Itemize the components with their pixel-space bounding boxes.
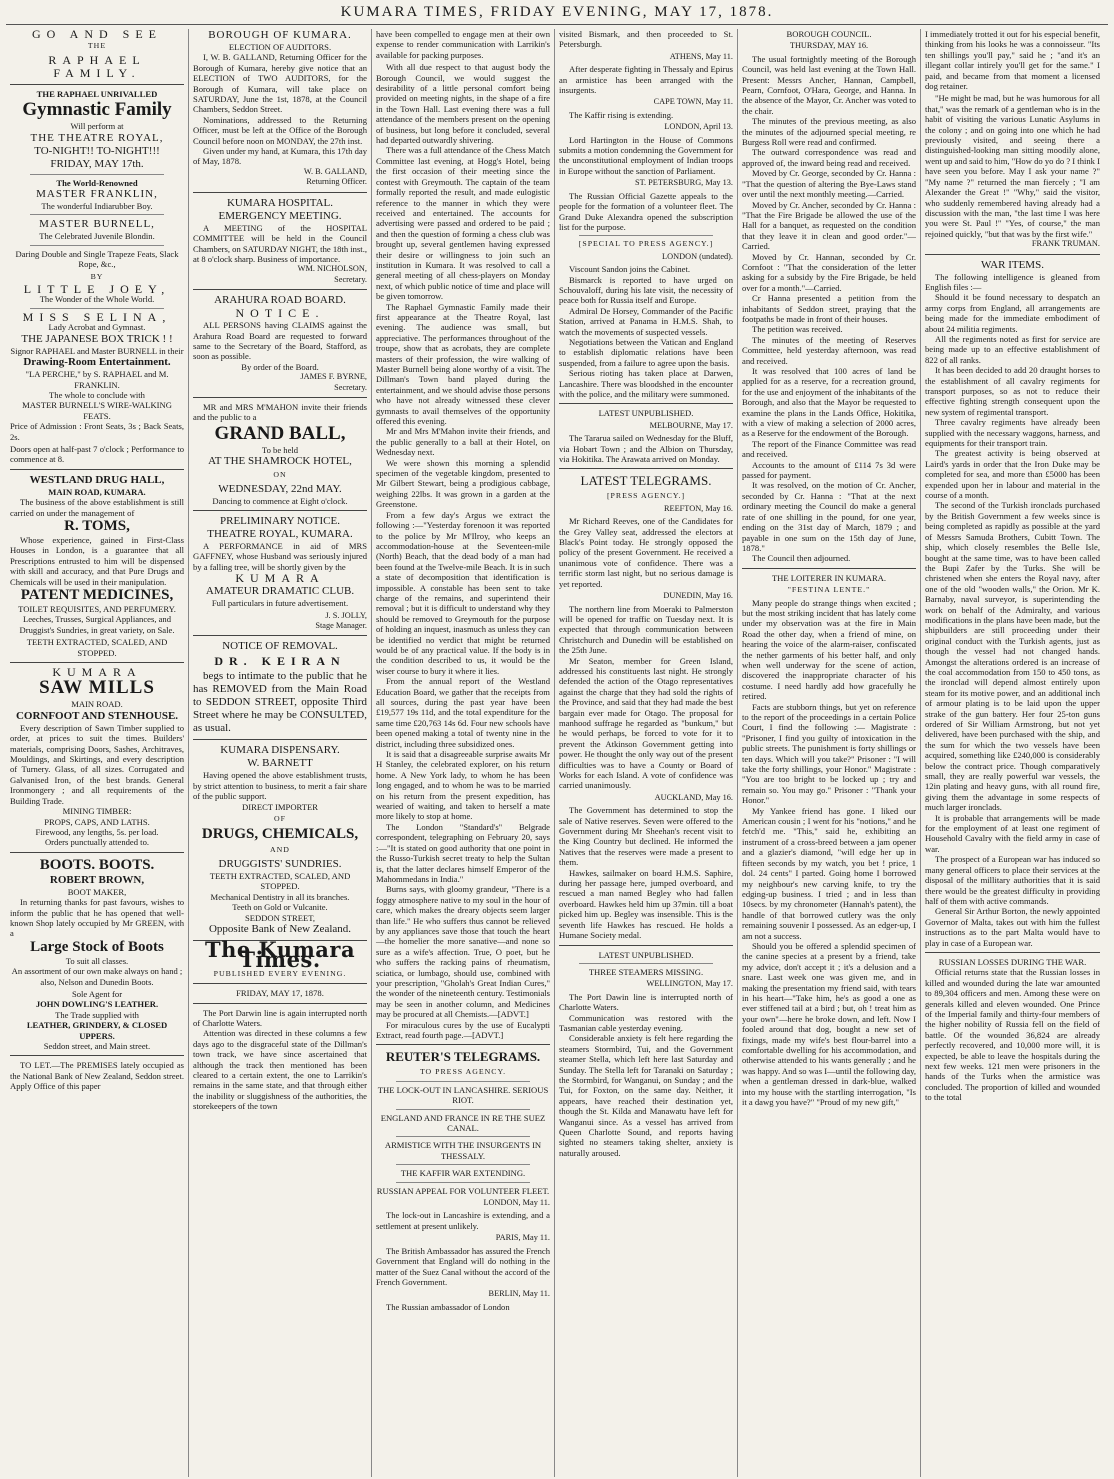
paragraph: Lord Hartington in the House of Commons submits a motion condemning the Government for the unconstitutional employment of Indian troops in Europe without the sanction of Parliament. (559, 134, 733, 176)
opposite-bank: Opposite Bank of New Zealand. (208, 922, 352, 935)
drug-main-road: MAIN ROAD, KUMARA. (48, 486, 146, 497)
kumara-dispensary: KUMARA DISPENSARY. (220, 744, 340, 757)
divider (193, 1003, 367, 1004)
dateline: WELLINGTON, May 17. (646, 979, 733, 989)
juvenile-blondin: The Celebrated Juvenile Blondin. (39, 231, 155, 242)
orders-attended: Orders punctually attended to. (44, 837, 150, 848)
published-every-evening: PUBLISHED EVERY EVENING. (213, 968, 347, 978)
divider (10, 84, 184, 85)
of-label: OF (274, 814, 286, 824)
kumara-label: KUMARA (52, 665, 142, 680)
paragraph: The Government has determined to stop the sale of Native reserves. Seven were offered to the Government during Mr Sheehan's recent visit to the King Country but declined. He informed the Natives that the reserves were made a present to them. (559, 805, 733, 868)
and-label: AND (270, 845, 290, 855)
paragraph: Viscount Sandon joins the Cabinet. (569, 264, 690, 275)
paragraph: The following intelligence is gleaned from English files :— (925, 271, 1100, 292)
paragraph: The Tararua sailed on Wednesday for the Bluff, via Hobart Town ; and the Albion on Thursday, via Hokitika. The Arawata arrived on Monday. (559, 433, 733, 465)
divider (30, 214, 164, 215)
little-joey: LITTLE JOEY, (23, 282, 171, 297)
la-perche: "LA PERCHE," by S. RAPHAEL and M. FRANKLIN. (25, 369, 169, 390)
paragraph: The second of the Turkish ironclads purchased by the British Government a few weeks since is being completed as rapidly as possible at the yard of Messrs Samuda Brothers, Cubitt Town. The ship, which closely resembles the Belle Isle, bought at the same time, was to have been called the Bupi Zafer by the Turks. She will be christened when she enters the Royal navy, after one of the old "wooden walls," the Orion. Mr K. Barnaby, naval surveyor, is superintending the work on behalf of the Admiralty, and various modifications in the plans have been made, but the shipbuilders are still proceeding under their original conduct with the Turkish agents, just as though the vessel had not changed hands. Amongst the alterations ordered is an increase of the coal accommodation from 150 to 450 tons, as the ironclad will depend almost entirely upon steam for its motive power, and an additional inch of armour plating is to be laid upon the upper strake of the gun battery. Her four 25-ton guns ordered of Sir William Armstrong, but not yet delivered, have been purchased with the ship, and the sum for which the two vessels have been acquired, something like £240,000 is considerably below the contract price. Though comparatively small, they are really powerful war vessels, the 12in plating and heavy guns, with all round fire, giving them the advantage in some respects of much larger ironclads. (925, 500, 1100, 813)
teeth-extracted-2: TEETH EXTRACTED, SCALED, AND STOPPED. (209, 870, 351, 892)
paragraph: have been compelled to engage men at their own expense to render communication with Larrikin's available for packing purposes. (376, 29, 550, 60)
to-press-agency: TO PRESS AGENCY. (419, 1067, 507, 1077)
paragraph: General Sir Arthur Borton, the newly appointed Governor of Malta, takes out with him the fullest instructions as to the part Malta would have to play in case of a European war. (925, 906, 1100, 948)
unrivalled: THE RAPHAEL UNRIVALLED (36, 88, 158, 99)
keiran-text: begs to intimate to the public that he has REMOVED from the Main Road to SEDDON STREET, opposite Third Street where he may be CONSULTED, as usual. (193, 670, 367, 735)
loiterer-heading: THE LOITERER IN KUMARA. (771, 572, 887, 583)
divider (559, 945, 733, 946)
firewood: Firewood, any lengths, 5s. per load. (35, 826, 159, 837)
go-and-see: GO AND SEE (31, 29, 162, 41)
dateline: REEFTON, May 16. (664, 503, 733, 513)
tonight: TO-NIGHT!! TO-NIGHT!!! (34, 144, 160, 157)
divider (30, 174, 164, 175)
leeches: Leeches, Trusses, Surgical Appliances, and Druggist's Sundries, in great variety, on Sale. (19, 614, 175, 635)
drawing-room: Drawing-Room Entertainment. (23, 356, 171, 369)
large-stock: Large Stock of Boots (30, 938, 164, 955)
trade-supplied: The Trade supplied with (55, 1009, 139, 1020)
trapeze-feats: Daring Double and Single Trapeze Feats, Slack Rope, &c., (15, 248, 179, 270)
druggists-sundries: DRUGGISTS' SUNDRIES. (218, 857, 342, 870)
paragraph: After desperate fighting in Thessaly and Epirus an armistice has been arranged with the insurgents. (559, 64, 733, 96)
russian-losses-heading: RUSSIAN LOSSES DURING THE WAR. (938, 956, 1087, 967)
divider (193, 635, 367, 636)
paragraph: The Russian ambassador of London (386, 1301, 510, 1312)
dateline: THURSDAY, MAY 16. (789, 41, 869, 51)
dateline: ST. PETERSBURG, May 13. (634, 178, 733, 188)
preliminary-notice: PRELIMINARY NOTICE. (220, 515, 340, 527)
stage-manager: Stage Manager. (315, 621, 367, 631)
dowling-leather: JOHN DOWLING'S LEATHER. (35, 999, 159, 1010)
divider (10, 852, 184, 853)
paragraph: I immediately trotted it out for his especial benefit, thinking from his looks he was a connoisseur. "Its ten shillings you'll pay," said he ; "and it's an illegant collar intirely you'll get for the same." I paid, and became from that moment a licensed dog retainer. (925, 29, 1100, 92)
gold-vulcanite: Teeth on Gold or Vulcanite. (232, 902, 328, 913)
saw-mills: SAW MILLS (39, 677, 155, 699)
arahura-road-board: ARAHURA ROAD BOARD. (214, 294, 346, 307)
by-label: BY (90, 271, 104, 281)
divider (30, 245, 164, 246)
paragraph: The usual fortnightly meeting of the Borough Council, was held last evening at the Town Hall. Present: Messrs Ancher, Hannan, Campbell, Pearn, Cornfoot, O'Hara, George, and Hanna. In the absence of the Mayor, Cr. Ancher was voted to the chair. (742, 53, 916, 116)
paragraph: The outward correspondence was read and approved of, the inward being read and received. (742, 147, 916, 168)
dateline: ATHENS, May 11. (669, 51, 733, 61)
divider (579, 235, 713, 236)
paragraph: Moved by Cr. Ancher, seconded by Cr. Hanna : "That the Fire Brigade be allowed the use of the Hall for a banquet, as requested on the condition that they leave it in clean and good order."—Carried. (742, 199, 916, 252)
paragraph: Hawkes, sailmaker on board H.M.S. Saphire, during her passage here, jumped overboard, and rescued a man named Begley who had fallen overboard. Hawkes held him up 37min. till a boat picked him up. Begley was insensible. This is the seventh life Hawkes has rescued. He holds a Humane Society medal. (559, 867, 733, 941)
dateline: BERLIN, May 11. (488, 1289, 550, 1299)
divider (559, 468, 733, 469)
galland-signature: W. B. GALLAND, (303, 166, 367, 176)
byrne-signature: JAMES F. BYRNE, (300, 372, 367, 382)
divider (193, 397, 367, 398)
divider (925, 254, 1100, 255)
paragraph: We were shown this morning a splendid specimen of the vegetable kingdom, presented to Mr Gilbert Stewart, being a prodigious cabbage, weighing 22lbs. It was grown in a garden at the Greenstone. (376, 457, 550, 510)
dateline: MELBOURNE, May 17. (649, 420, 733, 430)
paragraph: For miraculous cures by the use of Eucalypti Extract, read fourth page.—[ADVT.] (376, 1019, 550, 1040)
election-of-auditors: ELECTION OF AUDITORS. (228, 42, 332, 52)
paragraph: The minutes of the previous meeting, as also the minutes of the adjourned special meeting, re Burgess Roll were read and confirmed. (742, 116, 916, 148)
paragraph: The Port Dawin line is interrupted north of Charlotte Waters. (559, 991, 733, 1013)
dateline: PARIS, May 11. (495, 1233, 550, 1243)
column-1 (6, 29, 189, 1477)
westland-drug-hall: WESTLAND DRUG HALL, (29, 473, 165, 486)
returning-officer: Returning Officer. (306, 177, 367, 187)
divider (193, 289, 367, 290)
secretary-title: Secretary. (334, 274, 367, 284)
paragraph: From the annual report of the Westland Education Board, we gather that the receipts from all sources, during the past year have been £19,577 19s 11d, and the total expenditure for the same time £20,763 14s 6d. Four new schools have been opened making a total of twenty nine in the district, including three subsidized ones. (376, 676, 550, 749)
paragraph: From a few day's Argus we extract the following :—"Yesterday forenoon it was reported to the police by Mr M'Ilroy, who keeps an accommodation-house at the Seventeen-mile (North) Beach, that the dead body of a man had been found at the Twelve-mile Beach. It is in such a state of decomposition that identification is impossible. A constable has been sent to take charge of the remains, and superintend their removal ; but it is difficult to understand why they should be removed to Greymouth for the purpose of holding an inquest, inasmuch as unless they can be identified no verdict that might be returned would be of any practical value. If the body is in the condition described to us, it would be the wiser course to bury it where it lies. (376, 509, 550, 676)
divider (396, 1136, 530, 1137)
notice-of-removal: NOTICE OF REMOVAL. (222, 640, 338, 653)
steamers-missing: THREE STEAMERS MISSING. (588, 966, 704, 977)
dateline: LONDON (undated). (662, 251, 733, 261)
paragraph: Cr Hanna presented a petition from the inhabitants of Seddon street, praying that the footpaths be made in front of their houses. (742, 293, 916, 324)
sole-agent: Sole Agent for (71, 988, 123, 999)
dateline: LONDON, April 13. (664, 122, 733, 132)
the-label: THE (87, 41, 107, 51)
paragraph: The Council then adjourned. (752, 553, 851, 564)
paragraph: Official returns state that the Russian losses in killed and wounded during the late war amounted to 89,304 officers and men. Among these were on generals killed and eleven wounded. One Prince of the Imperial family and thirty-four members of the higher nobility of Russia fell on the field of battle. Of the wounded 36,824 are already perfectly recovered, and 10,000 more will, it is expected, be able to leave the hospitals during the next few weeks. 121 men were prisoners in the hands of the Turks when the armistice was concluded. The proportion of killed and wounded to the total (925, 967, 1100, 1103)
divider (925, 952, 1100, 953)
divider (10, 469, 184, 470)
war-items-heading: WAR ITEMS. (981, 258, 1044, 271)
kumara-club: KUMARA (235, 571, 325, 586)
master-franklin: MASTER FRANKLIN, (36, 188, 158, 201)
divider (559, 403, 733, 404)
grand-ball: GRAND BALL, (214, 422, 346, 444)
robert-brown: ROBERT BROWN, (49, 873, 145, 886)
divider (193, 192, 367, 193)
barnett-text: Having opened the above establishment trusts, by strict attention to business, to merit a fair share of the public support. (193, 770, 367, 802)
indiarubber-boy: The wonderful Indiarubber Boy. (41, 201, 153, 212)
borough-council: BOROUGH COUNCIL. (786, 29, 872, 39)
toms-text: Whose experience, gained in First-Class Houses in London, is a guarantee that all Prescriptions entrusted to him will be dispensed with skill and accuracy, and that Pure Drugs and Chemicals will be used in their manipulation. (10, 534, 184, 587)
amateur-dramatic: AMATEUR DRAMATIC CLUB. (205, 585, 355, 598)
patent-medicines: PATENT MEDICINES, (20, 587, 174, 603)
column-6 (921, 29, 1104, 1477)
editorial-date: FRIDAY, MAY 17, 1878. (236, 988, 324, 999)
paragraph: Moved by Cr. George, seconded by Cr. Hanna : "That the question of altering the Bye-Laws stand over until the next monthly meeting.—Carried. (742, 168, 916, 200)
miss-selina: MISS SELINA, (22, 309, 172, 324)
paragraph: There was a full attendance of the Chess Match Committee last evening, at Hogg's Hotel, being the first occasion of their meeting since the contest with Greymouth. The captain of the team formally reported the result, and made eulogistic reference to the manner in which they were received and entertained. The accounts for advertising were passed and ordered to be paid ; and then the question of forming a chess club was brought up, several gentlemen having expressed their desire or willingness to join such an institution in Kumara. It was resolved to call a general meeting of all chess-players on Monday next, of which public notice of time and place will be given tomorrow. (376, 145, 550, 302)
paragraph: Facts are stubborn things, but yet on reference to the report of the proceedings in a certain Police Court, I find the following :— Magistrate : "Prisoner, I find you guilty of intoxication in the public streets. The punishment is forty shillings or ten days. Which will you take?" Prisoner : "I will take the forty shillings, your Honor." Magistrate : "You are too bright to be locked up ; try and remain so. You may go." Prisoner : "Thank your Honor." (742, 701, 916, 806)
admission-price: Price of Admission : Front Seats, 3s ; Back Seats, 2s. (10, 421, 184, 442)
volunteer-fleet-heading: RUSSIAN APPEAL FOR VOLUNTEER FLEET. (376, 1185, 550, 1196)
cornfoot-text: Every description of Sawn Timber supplied to order, at prices to suit the times. Builders' materials, comprising Doors, Sashes, Architraves, Mouldings, and Skirtings, and every description of Turnery. Glass, of all sizes. Corrugated and Galvanised Iron, of the best brands. General Ironmongery ; and all requirements of the Building Trade. (10, 722, 184, 806)
column-2 (189, 29, 372, 1477)
column-4 (555, 29, 738, 1477)
dateline: AUCKLAND, May 16. (654, 792, 733, 802)
paragraph: The Kaffir rising is extending. (569, 109, 674, 120)
paragraph: My Yankee friend has gone. I liked our American cousin ; I went for his "notions," and he fetch'd me. "This," said he, exhibiting an instrument of a cross-breed between a jam opener and a glazier's diamond, "will edge her up in fifteen seconds by my watch, you bet ! price, 1 dol. 24 cents" I parted. Going home I borrowed my neighbour's new carving knife, to try the edging-up business. I tried ; and in less than 10secs. by my chronometer (Hannah's patent), the handle of that borrowed cutlery was the only remaining souvenir I possessed. As an edger-up, I am not a success. (742, 805, 916, 941)
columns (6, 29, 1108, 1477)
kumara-hospital: KUMARA HOSPITAL. (226, 196, 334, 209)
special-press-agency: [SPECIAL TO PRESS AGENCY.] (578, 239, 714, 249)
paragraph: Mr and Mrs M'Mahon invite their friends, and the public generally to a ball at their Hotel, on Wednesday next. (376, 426, 550, 458)
column-5 (738, 29, 921, 1477)
paragraph: Mr Seaton, member for Green Island, addressed his constituents last night. He strongly defended the action of the Otago representatives against the charge that they had sold the rights of the Province, and said that they had made the best bargain ever made for Otago. The proposal for manhood suffrage he regarded as "bunkum," but he would perhaps, be forced to vote for it to prevent the Atkinson Government getting into power. He thought the only way out of the present difficulties was to have a County or Board of Works for each Island. A vote of confidence was carried unanimously. (559, 655, 733, 791)
paragraph: Bismarck is reported to have urged on Schouvaloff, during his late visit, the necessity of peace both for Russia itself and Europe. (559, 274, 733, 306)
festina-lente: "FESTINA LENTE." (787, 585, 871, 595)
by-order: By order of the Board. (241, 361, 319, 372)
reuters-telegrams: REUTER'S TELEGRAMS. (385, 1049, 541, 1065)
paragraph: The minutes of the meeting of Reserves Committee, held yesterday afternoon, was read and received. (742, 334, 916, 366)
paragraph: Communication was restored with the Tasmanian cable yesterday evening. (559, 1012, 733, 1033)
lady-acrobat: Lady Acrobat and Gymnast. (48, 322, 146, 333)
press-agency: [PRESS AGENCY.] (606, 491, 686, 501)
given-under-hand: Given under my hand, at Kumara, this 17th day of May, 1878. (193, 146, 367, 167)
paragraph: Three cavalry regiments have already been supplied with the necessary waggons, harness, and equipments for their transport train. (925, 417, 1100, 449)
boot-maker: BOOT MAKER, (67, 886, 127, 897)
toilet-requisites: TOILET REQUISITES, AND PERFUMERY. (18, 604, 176, 614)
suit-classes: To suit all classes. (65, 955, 129, 966)
emergency-meeting: EMERGENCY MEETING. (218, 209, 342, 222)
paragraph: Negotiations between the Vatican and England to establish diplomatic relations have been suspended, from a failure to agree upon the basis. (559, 336, 733, 368)
column-3 (372, 29, 555, 1477)
ball-date: WEDNESDAY, 22nd MAY. (218, 482, 342, 495)
japanese-box-trick: THE JAPANESE BOX TRICK ! ! (21, 332, 173, 345)
kaffir-heading: THE KAFFIR WAR EXTENDING. (400, 1168, 526, 1179)
paragraph: The London "Standard's" Belgrade correspondent, telegraphing on February 20, says :—"It is stated on good authority that one point in the Russo-Turkish secret treaty to help the Sultan is, that the latter declares himself Emperor of the Mahommedans in India." (376, 821, 550, 884)
dancing: Dancing to commence at Eight o'clock. (212, 495, 348, 506)
paragraph: Serious rioting has taken place at Darwen, Lancashire. There was bloodshed in the encounter with the police, and the military were summoned. (559, 368, 733, 399)
leather-grindery: LEATHER, GRINDERY, & CLOSED UPPERS. (26, 1020, 168, 1041)
dateline: CAPE TOWN, May 11. (653, 97, 733, 107)
saw-main-road: MAIN ROAD. (71, 699, 123, 710)
paragraph: It was resolved, on the motion of Cr. Ancher, seconded by Cr. Hanna : "That at the next ordinary meeting the Council do make a general rate of one shilling in the pound, for one year, ending on the 31st day of March, 1879 ; and payable in one sum on the 15th day of June, 1878." (742, 480, 916, 553)
dateline: DUNEDIN, May 16. (663, 591, 733, 601)
divider (396, 1164, 530, 1165)
frank-truman-signature: FRANK TRUMAN. (1031, 239, 1100, 249)
divider (396, 1081, 530, 1082)
paragraph: It is probable that arrangements will be made for the employment of at least one regiment of Household Cavalry with the field army in case of war. (925, 812, 1100, 854)
gymnastic-family: Gymnastic Family (22, 99, 172, 121)
drugs-chemicals: DRUGS, CHEMICALS, (201, 826, 359, 843)
election-text: I, W. B. GALLAND, Returning Officer for the Borough of Kumara, hereby give notice that an ELECTION of TWO AUDITORS, for the Borough of Kumara, will take place on SATURDAY, June the 1st, 1878, at the Council Chambers, Seddon Street. (193, 52, 367, 115)
seddon-street: SEDDON STREET, (244, 912, 316, 923)
paragraph: Admiral De Horsey, Commander of the Pacific Station, arrived at Panama in H.M.S. Shah, to watch the movements of suspected vessels. (559, 305, 733, 337)
divider (396, 1109, 530, 1110)
jolly-signature: J. S. JOLLY, (325, 610, 367, 620)
paragraph: It has been decided to add 20 draught horses to the establishment of all cavalry regiments for transport purposes, so as not to reduce their effective fighting strength consequent upon the new system of regimental transport. (925, 365, 1100, 417)
to-let: TO LET.—The PREMISES lately occupied as the National Bank of New Zealand, Seddon street. Apply Office of this paper (10, 1060, 184, 1092)
teeth-extracted: TEETH EXTRACTED, SCALED, AND STOPPED. (26, 637, 168, 658)
dateline: LONDON, May 11. (483, 1198, 550, 1208)
divider (396, 1182, 530, 1183)
divider (376, 1044, 550, 1045)
conclude-with: The whole to conclude with (49, 389, 145, 400)
notice-label: NOTICE. (235, 306, 325, 321)
paragraph: The petition was received. (752, 324, 843, 335)
will-perform: Will perform at (70, 121, 124, 132)
to-be-held: To be held (261, 444, 299, 455)
performance-text: A PERFORMANCE in aid of MRS GAFFNEY, whose Husband was seriously injured by a falling tree, will be shortly given by the (193, 541, 367, 572)
shamrock-hotel: AT THE SHAMROCK HOTEL, (208, 455, 352, 468)
paragraph: visited Bismark, and then proceeded to St. Petersburgh. (559, 29, 733, 50)
paragraph: Should it be found necessary to despatch an army corps from England, all arrangements are being made for the immediate embodiment of about 24 militia regiments. (925, 292, 1100, 334)
raphael-family: RAPHAEL FAMILY. (48, 52, 146, 80)
suez-heading: ENGLAND AND FRANCE IN RE THE SUEZ CANAL. (380, 1112, 546, 1134)
w-barnett: W. BARNETT (247, 757, 313, 770)
divider (579, 963, 713, 964)
paragraph: Mr Richard Reeves, one of the Candidates for the Grey Valley seat, addressed the electors at Black's Point today. He strongly opposed the policy of the present Government. He received a unanimous vote of confidence. There was a terrific storm last night, but no serious damage is yet reported. (559, 516, 733, 589)
on-label: ON (273, 470, 287, 480)
paragraph: Many people do strange things when excited ; but the most striking incident that has lately come under my observation was at the fire in Main Road the other day, when a friend of mine, on hearing the voice of the alarm-raiser, confiscated the nether garments of his better half, and only when well underway for the scene of action, discovered the inappropriate character of his costume. I need hardly add how gracefully he retired. (742, 597, 916, 702)
full-particulars: Full particulars in future advertisement. (211, 598, 349, 609)
divider (193, 983, 367, 984)
lockout-heading: THE LOCK-OUT IN LANCASHIRE. SERIOUS RIOT. (377, 1084, 549, 1106)
paragraph: Accounts to the amount of £114 7s 3d were passed for payment. (742, 459, 916, 481)
world-renowned: The World-Renowned (56, 177, 138, 188)
doors-open: Doors open at half-past 7 o'clock ; Performance to commence at 8. (10, 443, 184, 465)
paragraph: Moved by Cr. Hannan, seconded by Cr. Cornfoot : "That the consideration of the letter asking for a subsidy by the Fire Brigade, be held over for a month."—Carried. (742, 251, 916, 293)
nominations: Nominations, addressed to the Returning Officer, must be left at the Office of the Borough Council before noon on MONDAY, the 27th inst. (193, 114, 367, 146)
brown-text: In returning thanks for past favours, wishes to inform the public that he has opened that well-known Shop lately occupied by Mr GREEN, with a (10, 897, 184, 939)
divider (30, 308, 164, 309)
wonder-of-world: The Wonder of the Whole World. (39, 294, 155, 305)
direct-importer: DIRECT IMPORTER (242, 801, 318, 812)
dr-keiran: DR. KEIRAN (214, 654, 346, 669)
divider (10, 1055, 184, 1056)
theatre-royal: THE THEATRE ROYAL, (30, 131, 164, 144)
cornfoot-stenhouse: CORNFOOT AND STENHOUSE. (15, 709, 179, 722)
divider (10, 662, 184, 663)
assortment: An assortment of our own make always on hand ; also, Nelson and Dunedin Boots. (11, 966, 183, 987)
signor-raphael: Signor RAPHAEL and Master BURNELL in their (10, 345, 184, 356)
arahura-text: ALL PERSONS having CLAIMS against the Arahura Road Board are requested to forward same to the Secretary of the Board, Stafford, as soon as possible. (193, 320, 367, 362)
paragraph: The British Ambassador has assured the French Government that England will do nothing in the matter of the Suez Canal without the accord of the French Government. (376, 1245, 550, 1287)
armistice-heading: ARMISTICE WITH THE INSURGENTS IN THESSALY. (384, 1140, 542, 1161)
latest-unpublished-2: LATEST UNPUBLISHED. (598, 949, 694, 960)
paragraph: With all due respect to that august body the Borough Council, we would suggest the desirability of a little personal comfort being provided on meeting nights, in the shape of a fire in the Town Hall. Last evening there was a full attendance of the members present on the opening of business, but long before it concluded, several had departed outwardly shivering. (376, 62, 550, 146)
dillmans-track: Attention was directed in these columns a few days ago to the disgraceful state of the Dillman's town track, we have since ascertained that although the track then mentioned has been cleared to a certain extent, the one to Larrikin's remains in the same state, and that through either the inability or sluggishness of the authorities, the storekeepers of the town (193, 1028, 367, 1112)
paragraph: The Russian Official Gazette appeals to the people for the formation of a volunteer fleet. The Grand Duke Alexandra opened the subscription list for the purpose. (559, 190, 733, 232)
divider (742, 568, 916, 569)
divider (193, 510, 367, 511)
mechanical-dentistry: Mechanical Dentistry in all its branches. (210, 891, 350, 902)
performance-date: FRIDAY, MAY 17th. (50, 157, 144, 170)
paragraph: It is said that a disagreeable surprise awaits Mr H Stanley, the celebrated explorer, on his return home. A New York lady, to whom he has been long engaged, and to whom he was to be married on his return from the present expedition, has wearied of waiting, and taken to herself a mate more likely to stop at home. (376, 749, 550, 822)
nicholson-signature: WM. NICHOLSON, (297, 264, 367, 274)
r-toms: R. TOMS, (64, 517, 130, 534)
wire-walking: MASTER BURNELL'S WIRE-WALKING FEATS. (22, 400, 172, 421)
divider (193, 739, 367, 740)
paragraph: The Raphael Gymnastic Family made their first appearance at the Theatre Royal, last evening. The audience was small, but appreciative. The performances throughout of the troupe, show that as acrobats, they are complete masters of their profession, the wire walking of Master Burnell being alone worthy of a visit. The Dillman's Town band played during the entertainment, and we should advise those persons who have not already witnessed these clever gymnasts to avail themselves of the opportunity offered this evening. (376, 301, 550, 427)
props-caps: PROPS, CAPS, AND LATHS. (44, 816, 150, 827)
latest-telegrams: LATEST TELEGRAMS. (580, 473, 712, 489)
hospital-text: A MEETING of the HOSPITAL COMMITTEE will be held in the Council Chambers, on SATURDAY NIGHT, the 18th inst., at 8 o'clock sharp. Business of importance. (193, 222, 367, 264)
paragraph: It was resolved that 100 acres of land be applied for as a reserve, for a recreation ground, for the use and enjoyment of the inhabitants of the Borough, and also that the Mayor be requested to examine the plans in the Lands Office, Hokitika, with a view of making a selection of 2000 acres, as a Reserve for the endowment of the Borough. (742, 366, 916, 439)
paragraph: "He might be mad, but he was humorous for all that," was the remark of a gentleman who is in the habit of visiting the various Lunatic Asylums in the colony ; and on going into one which he had previously visited, and seeing there a distinguished-looking man sitting moodily alone, went up and said to him, "How do yo do ? I think I have seen you before. May I ask your name ?" "My name ?" returned the man fiercely ; "I am Alexander the Great !" "Why," said the visitor, who suddenly remembered having already had a discussion with the man, "the last time I was here you were St. Paul !" "Yes, of course," the man rejoined quickly, "but that was by the first wife." (925, 93, 1100, 239)
paragraph: Considerable anxiety is felt here regarding the steamers Stormbird, Tui, and the Government steamer Stella, which left here last Saturday and Sunday. The Stella left for Taranaki on Saturday ; the Stormbird, for Wanganui, on Sunday ; and the Tui, for Foxton, on the same day. Neither, it appears, have reached their destination yet, though the St. Kilda and Manawatu have left for Wanganui since. As a vessel has arrived from Queen Charlotte Sound, and reports having sighted no steamers taking shelter, anxiety is naturally aroused. (559, 1033, 733, 1158)
seddon-main: Seddon street, and Main street. (43, 1041, 151, 1051)
paragraph: Should you be offered a splendid specimen of the canine species at a present by a friend, take my advice, don't accept it ; it's a delusion and a snare. Last week one was given me, and in making the presentation my friend said, with tears in his heart—"Take him, he's as good a one as ever stiffened tail at a bird ; but, oh ! treat him as your own"—here he broke down, and left. Now I fooled around that dog, bought a new set of fixings, made my wife's best flour-barrel into a comfortable dwelling for his accommodation, and otherwise attended to his wants generally ; and he was happy. And so was I—until the following day, when a gentleman dressed in dark-blue, walked into my house with the startling interrogation, "Is it a dawg you have?" "Proud of my new gift," (742, 940, 916, 1108)
secretary-title-2: Secretary. (334, 382, 367, 392)
masthead: KUMARA TIMES, FRIDAY EVENING, MAY 17, 1878. (6, 4, 1108, 25)
port-darwin-note: The Port Darwin line is again interrupted north of Charlotte Waters. (193, 1007, 367, 1028)
latest-unpublished: LATEST UNPUBLISHED. (598, 408, 694, 419)
mining-timber: MINING TIMBER: (62, 806, 132, 817)
drug-text: The business of the above establishment is still carried on under the management of (10, 497, 184, 518)
master-burnell: MASTER BURNELL, (39, 218, 155, 231)
mcmahon-invite: MR and MRS M'MAHON invite their friends and the public to a (193, 401, 367, 423)
paragraph: The lock-out in Lancashire is extending, and a settlement at present unlikely. (376, 1210, 550, 1231)
paragraph: The greatest activity is being observed at Laird's yards in order that the Iron Duke may be completed for sea, and more than £5000 has been expended upon her in labour and material in the course of a month. (925, 448, 1100, 501)
paragraph: The northern line from Moeraki to Palmerston will be opened for traffic on Tuesday next. It is expected that through communication between Christchurch and Dunedin will be established on the 25th June. (559, 603, 733, 656)
paragraph: The report of the Finance Committee was read and received. (742, 438, 916, 460)
boots-boots: BOOTS. BOOTS. (39, 856, 155, 873)
paragraph: Burns says, with gloomy grandeur, "There is a foggy atmosphere native to my soul in the hour of care, which makes the dreary objects seem larger than life." He who suffers thus cannot be relieved by any appliances save those that touch the heart—the homelier the more sanative—and none so sure as a wife's affection. True, O poet, but he who suffers the racking pains of rheumatism, sciatica, or lumbago, should use, combined with your prescription, "Gholah's Great Indian Cures," the wonder of the nineteenth century. Testimonials may be seen in another column, and Medicines may be procured at all Chemists.—[ADVT.] (376, 884, 550, 1020)
paragraph: All the regiments noted as first for service are being made up to an effective establishment of 822 of all ranks. (925, 333, 1100, 365)
paragraph: The prospect of a European war has induced so many general officers to place their services at the disposal of the millitary authorities that it is said there would be the greatest difficulty in providing half of them with active commands. (925, 854, 1100, 906)
theatre-royal-kumara: THEATRE ROYAL, KUMARA. (207, 528, 353, 540)
nameplate: The Kumara Times. (204, 936, 356, 973)
borough-of-kumara: BOROUGH OF KUMARA. (208, 29, 352, 41)
